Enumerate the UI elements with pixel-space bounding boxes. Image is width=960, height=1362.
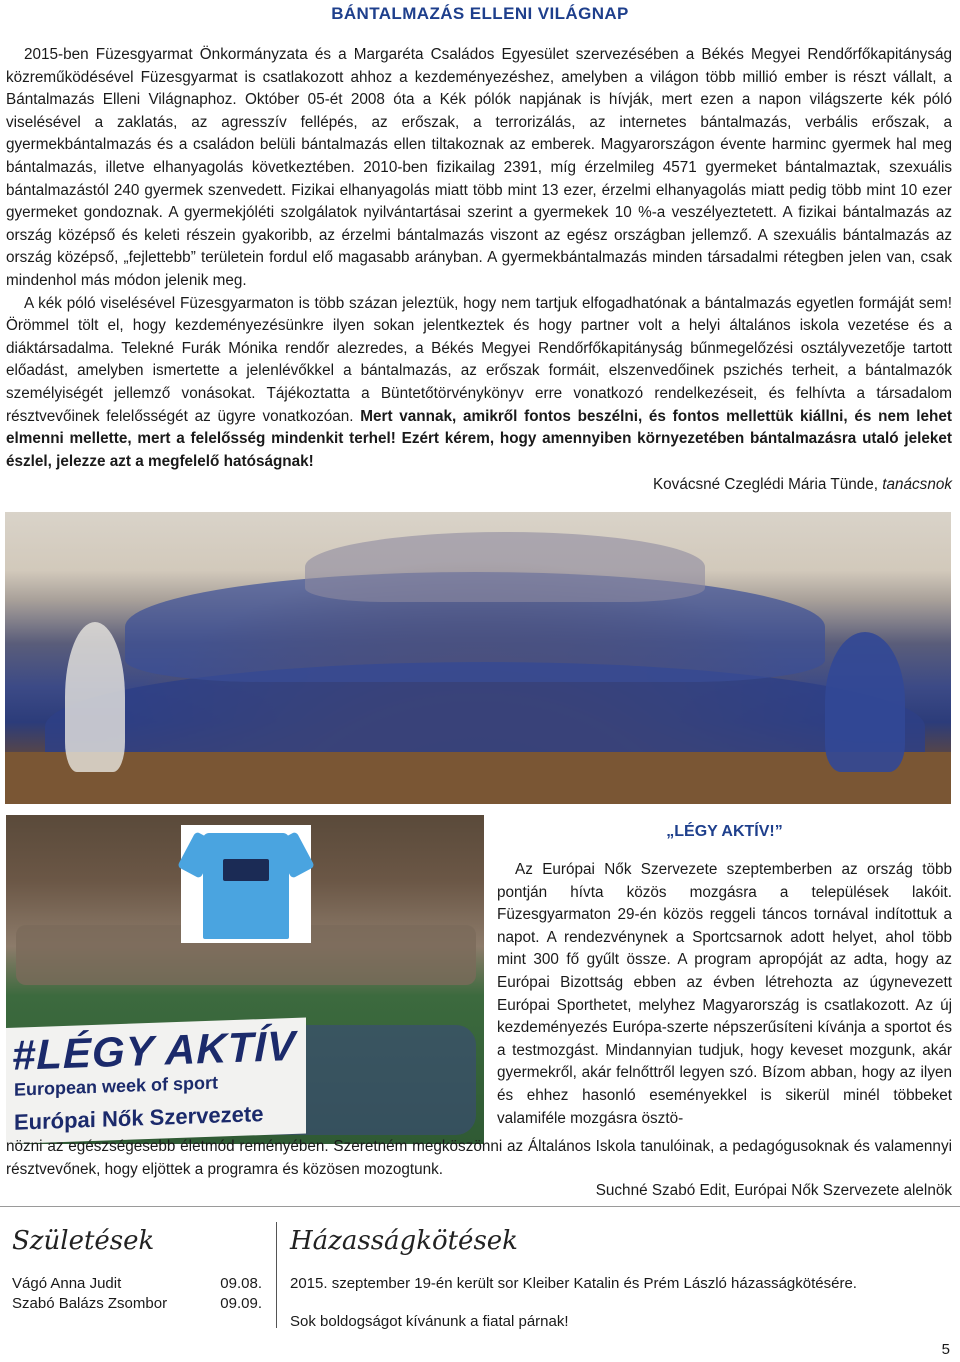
banner-subtitle: European week of sport — [14, 1072, 219, 1100]
group-photo — [5, 512, 951, 804]
article-paragraph-1: 2015-ben Füzesgyarmat Önkormányzata és a Margaréta Családos Egyesület szervezésében a Békés Megyei Rendőrfőkapitányság közreműködésével Füzesgyarmat is csatlakozott ahhoz a kezdeményezéshez, amelyben a világon több millió ember is részt vállalt, a Bántalmazás Elleni Világnaphoz. Október 05-ét 2008 óta a Kék pólók napjának is hívják, mert ezen a napon világszerte kék póló viselésével a zaklatás, az agresszív fellépés, az erőszak, a terrorizálás, az internetes bántalmazás, verbális erőszak, a gyermekbántalmazás és a családon belüli bántalmazás ellen tiltakoznak az emberek. Magyarországon évente harminc gyermek hal meg bántalmazás, illetve elhanyagolás következtében. 2010-ben fizikailag 2391, míg érzelmileg 4571 gyermeket bántalmaztak, szexuális bántalmazástól 240 gyermek szenvedett. Fizikai elhanyagolás miatt több mint 13 ezer, érzelmi elhanyagolás miatt pedig több mint 10 ezer gyermeket gondoznak. A gyermekjóléti szolgálatok nyilvántartásai szerint a gyermekek 10 %-a veszélyeztetett. A fizikai bántalmazás az ország középső és keleti részein gyakoribb, az érzelmi bántalmazás viszont az egész országban jellemző. A szexuális bántalmazás az ország középső, „fejlettebb” területein fordul elő magasabb arányban. A gyermekbántalmazás minden társadalmi rétegben jelen van, csak mindenhol más módon jelenik meg. — [6, 46, 952, 289]
signature-name: Kovácsné Czeglédi Mária Tünde, — [652, 476, 879, 494]
births-list — [12, 1274, 262, 1314]
birth-row — [12, 1294, 262, 1314]
article-signature — [6, 474, 952, 497]
sport-event-photo — [6, 815, 484, 1144]
article-body — [6, 44, 952, 497]
banner-hashtag: #LÉGY AKTÍV — [12, 1021, 297, 1079]
section-legy-aktiv-text — [497, 859, 952, 1130]
signature-role: tanácsnok — [882, 476, 952, 494]
article-paragraph-2-bold: Mert vannak, amikről fontos beszélni, és fontos mellettük kiállni, és nem lehet elmenni mellette, mert a felelősség mindenkit terhel! Ezért kérem, hogy amennyiben környezetében bántalmazásra utaló jeleket észlel, jelezze azt a megfelelő hatóságnak! — [6, 407, 952, 470]
legy-aktiv-signature: Suchné Szabó Edit, Európai Nők Szervezete alelnök — [595, 1182, 952, 1199]
banner-organization: Európai Nők Szervezete — [14, 1101, 264, 1135]
event-banner — [6, 1018, 306, 1144]
births-heading: Születések — [12, 1226, 155, 1256]
legy-aktiv-continuation: nözni az egészségesebb életmód reményében. Szeretném megköszönni az Általános Iskola tanulóinak, a pedagógusoknak és valamennyi résztvevőnek, hogy eljöttek a programra és közösen mozogtunk. — [6, 1138, 952, 1178]
article-paragraph-2-text: A kék póló viselésével Füzesgyarmaton is több százan jeleztük, hogy nem tartjuk elfogadhatónak a bántalmazás egyetlen formáját sem! Örömmel tölt el, hogy kezdeményezésünkre ilyen sokan jelentkeztek és hogy partner volt a helyi általános iskola vezetése és a diáktársadalma. Telekné Furák Mónika rendőr alezredes, a Békés Megyei Rendőrfőkapitányság bűnmegelőzési osztályvezetője tartott előadást, amelyben ismertette a jelenlévőkkel a bántalmazás, az erőszak formáit, elszenvedőinek pszichés terheit, a bántalmazók személyiségét jellemző vonásokat. Tájékoztatta a Büntetőtörvénykönyv erre vonatkozó rendelkezéseit, és felhívta a társadalom résztvevőinek felelősségét az ügyre vonatkozóan. — [6, 294, 952, 425]
column-divider — [276, 1222, 277, 1328]
article-paragraph-2 — [6, 293, 952, 474]
marriage-wish: Sok boldogságot kívánunk a fiatal párnak! — [290, 1313, 569, 1330]
page-title: BÁNTALMAZÁS ELLENI VILÁGNAP — [331, 4, 629, 23]
legy-aktiv-paragraph: Az Európai Nők Szervezete szeptemberben az ország több pontján hívta közös mozgásra a települések lakóit. Füzesgyarmaton 29-én közös reggeli táncos tornával indítottuk a napot. A rendezvénynek a Sportcsarnok adott helyet, ahol több mint 300 fő gyűlt össze. A program apropóját az adta, hogy az Európai Bizottság ebben az évben létrehozta az úgynevezett Európai Sporthetet, melyhez Magyarország is csatlakozott. Az új kezdeményezés Európa-szerte népszerűsíteni kívánja a sportot és a testmozgást. Mindannyian tudjuk, hogy keveset mozgunk, akár gyermekről, akár felnőttről legyen szó. Bízom abban, hogy az ilyen és ehhez hasonló eseményekkel is sikerül minél többeket valamiféle mozgásra ösztö- — [497, 861, 952, 1127]
birth-name: Vágó Anna Judit — [12, 1275, 122, 1292]
birth-date: 09.08. — [220, 1275, 262, 1292]
marriage-announcement: 2015. szeptember 19-én került sor Kleiber Katalin és Prém László házasságkötésére. — [290, 1275, 857, 1292]
birth-row — [12, 1274, 262, 1294]
tshirt-image — [181, 825, 311, 943]
birth-name: Szabó Balázs Zsombor — [12, 1295, 168, 1312]
page-number: 5 — [941, 1341, 950, 1358]
marriages-heading: Házasságkötések — [290, 1226, 518, 1256]
birth-date: 09.09. — [220, 1295, 262, 1312]
section-divider — [0, 1206, 960, 1207]
section-title-legy-aktiv: „LÉGY AKTÍV!” — [666, 823, 783, 840]
